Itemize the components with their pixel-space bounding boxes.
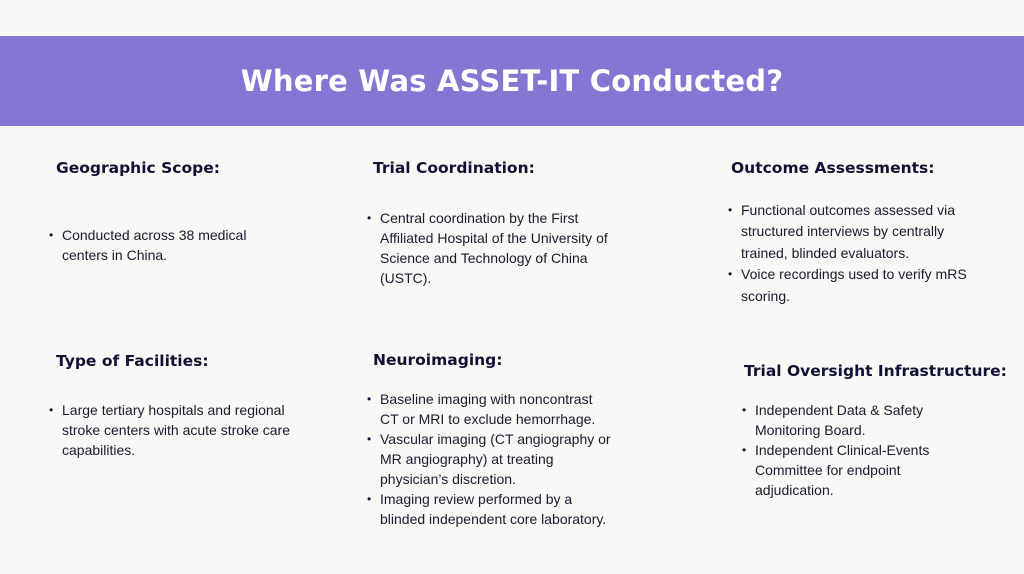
outcome-assessments-list [728, 200, 968, 307]
type-of-facilities-heading: Type of Facilities: [56, 352, 209, 370]
trial-coordination-heading: Trial Coordination: [373, 159, 535, 177]
list-item: • Imaging review performed by a blinded independent core laboratory. [367, 489, 611, 529]
list-item: • Independent Clinical-Events Committee for endpoint adjudication. [742, 440, 954, 500]
slide-title: Where Was ASSET-IT Conducted? [240, 64, 784, 98]
type-of-facilities-list [49, 400, 297, 460]
list-item: • Large tertiary hospitals and regional stroke centers with acute stroke care capabilities. [49, 400, 297, 460]
title-banner [0, 36, 1024, 126]
neuroimaging-list [367, 389, 611, 529]
trial-coordination-list [367, 208, 619, 288]
trial-oversight-list [742, 400, 954, 500]
list-item: • Functional outcomes assessed via structured interviews by centrally trained, blinded evaluators. [728, 200, 968, 264]
trial-oversight-heading: Trial Oversight Infrastructure: [744, 362, 1007, 380]
geographic-scope-list [49, 225, 289, 265]
geographic-scope-heading: Geographic Scope: [56, 159, 220, 177]
list-item: • Central coordination by the First Affiliated Hospital of the University of Science and Technology of China (USTC). [367, 208, 619, 288]
list-item: • Baseline imaging with noncontrast CT or MRI to exclude hemorrhage. [367, 389, 611, 429]
list-item: • Voice recordings used to verify mRS scoring. [728, 264, 968, 307]
list-item: • Vascular imaging (CT angiography or MR angiography) at treating physician’s discretion. [367, 429, 611, 489]
outcome-assessments-heading: Outcome Assessments: [731, 159, 935, 177]
list-item: • Independent Data & Safety Monitoring Board. [742, 400, 954, 440]
list-item: • Conducted across 38 medical centers in China. [49, 225, 289, 265]
neuroimaging-heading: Neuroimaging: [373, 351, 503, 369]
